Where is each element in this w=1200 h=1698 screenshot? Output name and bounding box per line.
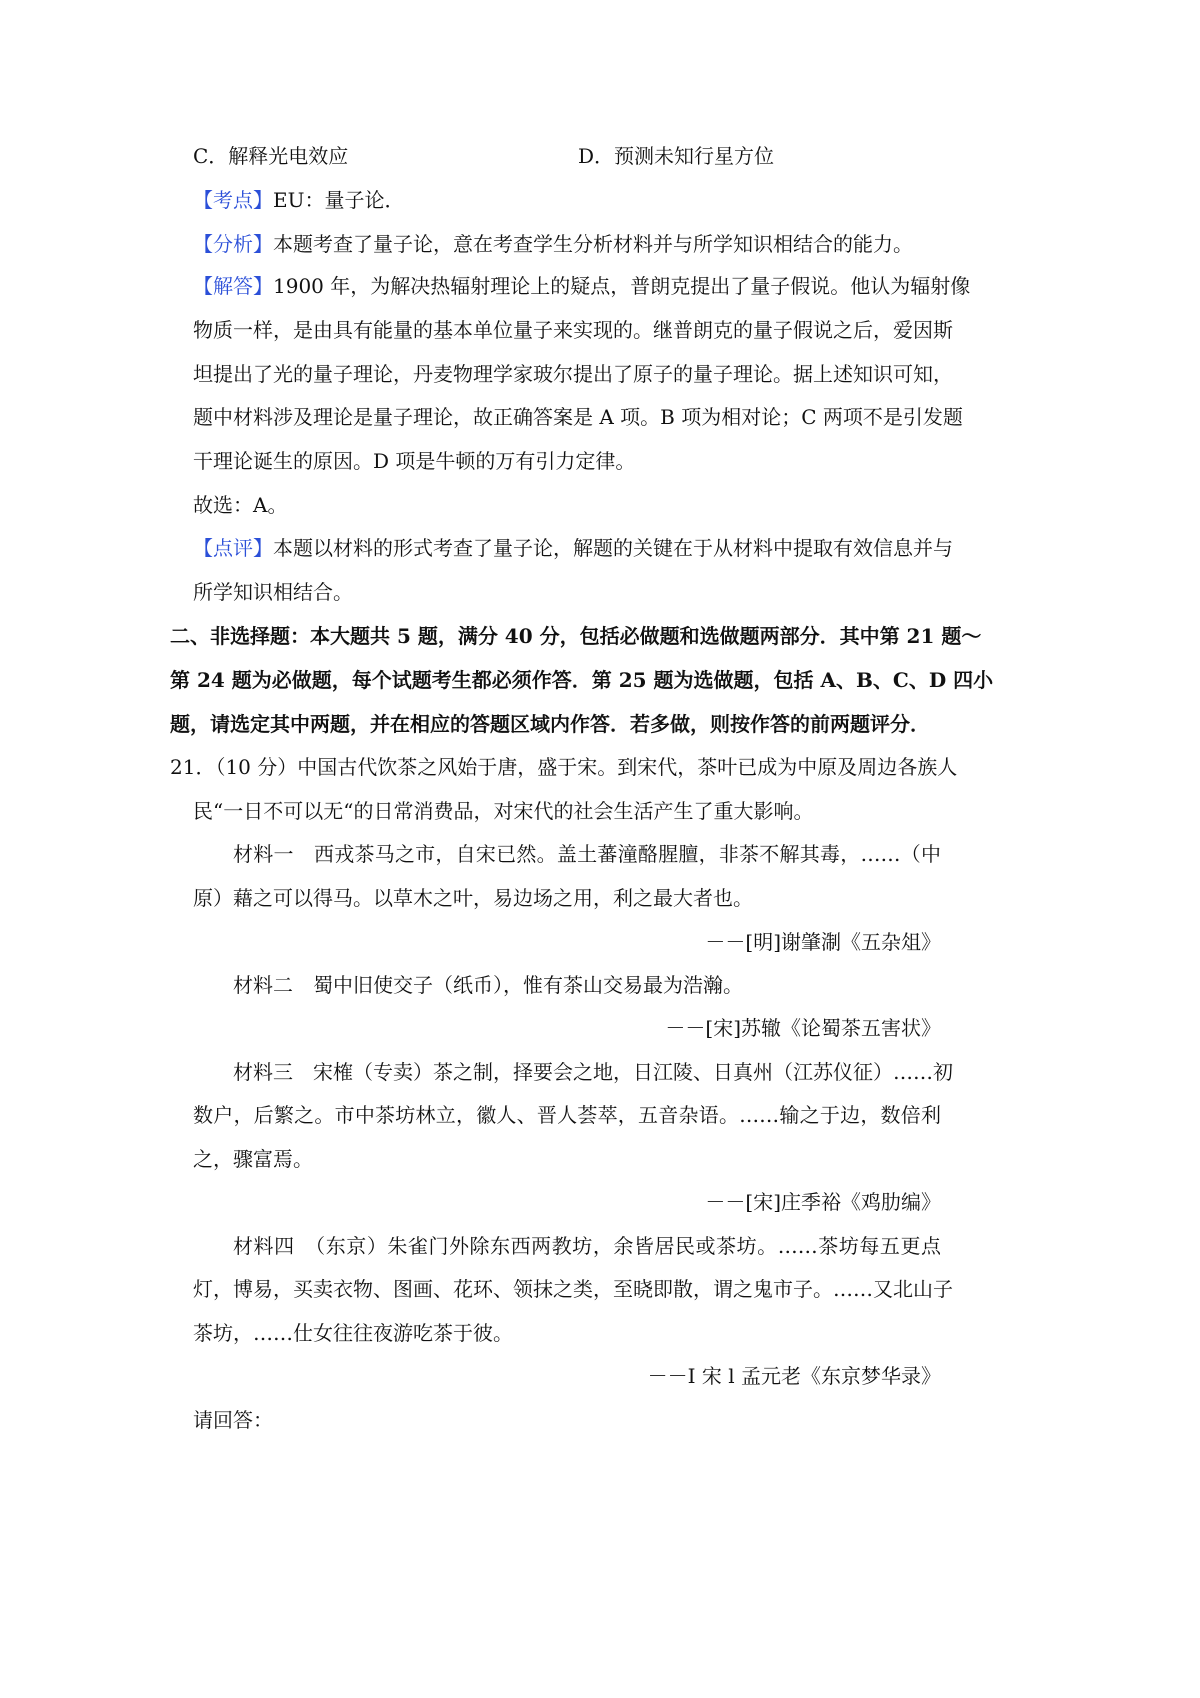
jieda-line-2: 物质一样，是由具有能量的基本单位量子来实现的。继普朗克的量子假说之后，爱因斯 — [193, 318, 953, 342]
q21-line-1: 21．（10 分）中国古代饮茶之风始于唐，盛于宋。到宋代，茶叶已成为中原及周边各族人 — [170, 755, 958, 779]
material-4-line-1: 材料四 （东京）朱雀门外除东西两教坊，余皆居民或茶坊。……茶坊每五更点 — [233, 1234, 941, 1258]
material-2-source: －－[宋]苏辙《论蜀茶五害状》 — [665, 1016, 941, 1040]
answer-line: 故选：A。 — [193, 493, 288, 517]
dianping-line-1 — [193, 533, 953, 563]
kaodian-line — [193, 185, 404, 215]
jieda-text-1: 1900 年，为解决热辐射理论上的疑点，普朗克提出了量子假说。他认为辐射像 — [273, 274, 971, 298]
dianping-label: 【点评】 — [193, 536, 273, 560]
material-3-line-1: 材料三 宋榷（专卖）茶之制，择要会之地，日江陵、日真州（江苏仪征）……初 — [233, 1060, 953, 1084]
material-1-line-2: 原）藉之可以得马。以草木之叶，易边场之用，利之最大者也。 — [193, 886, 753, 910]
material-3-line-3: 之，骤富焉。 — [193, 1147, 313, 1171]
jieda-line-1 — [193, 271, 971, 301]
material-3-source: －－[宋]庄季裕《鸡肋编》 — [705, 1190, 941, 1214]
section2-line-1: 二、非选择题：本大题共 5 题，满分 40 分，包括必做题和选做题两部分．其中第 21 题～ — [170, 624, 982, 648]
q21-line-2: 民“一日不可以无“的日常消费品，对宋代的社会生活产生了重大影响。 — [193, 799, 814, 823]
jieda-label: 【解答】 — [193, 274, 273, 298]
material-1-line-1: 材料一 西戎茶马之市，自宋已然。盖土蕃潼酪腥膻，非茶不解其毒，……（中 — [233, 842, 941, 866]
option-d: D．预测未知行星方位 — [578, 144, 775, 168]
dianping-line-2: 所学知识相结合。 — [193, 580, 353, 604]
jieda-line-4: 题中材料涉及理论是量子理论，故正确答案是 A 项。B 项为相对论；C 两项不是引发题 — [193, 405, 963, 429]
material-4-line-3: 茶坊，……仕女往往夜游吃茶于彼。 — [193, 1321, 513, 1345]
section2-line-3: 题，请选定其中两题，并在相应的答题区域内作答．若多做，则按作答的前两题评分． — [170, 712, 930, 736]
material-3-line-2: 数户，后繁之。市中茶坊林立，徽人、晋人荟萃，五音杂语。……输之于边，数倍利 — [193, 1103, 941, 1127]
fenxi-line — [193, 229, 913, 259]
material-2-line-1: 材料二 蜀中旧使交子（纸币），惟有茶山交易最为浩瀚。 — [233, 973, 743, 997]
kaodian-label: 【考点】 — [193, 188, 273, 212]
material-4-source: －－I 宋 l 孟元老《东京梦华录》 — [647, 1364, 941, 1388]
option-c: C．解释光电效应 — [193, 144, 349, 168]
fenxi-text: 本题考查了量子论，意在考查学生分析材料并与所学知识相结合的能力。 — [273, 232, 913, 256]
material-4-line-2: 灯，博易，买卖衣物、图画、花环、领抹之类，至晓即散，谓之鬼市子。……又北山子 — [193, 1277, 953, 1301]
fenxi-label: 【分析】 — [193, 232, 273, 256]
material-1-source: －－[明]谢肇淛《五杂俎》 — [705, 930, 941, 954]
jieda-line-5: 干理论诞生的原因。D 项是牛顿的万有引力定律。 — [193, 449, 636, 473]
jieda-line-3: 坦提出了光的量子理论，丹麦物理学家玻尔提出了原子的量子理论。据上述知识可知， — [193, 362, 953, 386]
kaodian-text: EU：量子论． — [273, 188, 405, 212]
dianping-text-1: 本题以材料的形式考查了量子论，解题的关键在于从材料中提取有效信息并与 — [273, 536, 953, 560]
section2-line-2: 第 24 题为必做题，每个试题考生都必须作答．第 25 题为选做题，包括 A、B、C、D 四小 — [170, 668, 994, 692]
answer-prompt: 请回答： — [193, 1408, 273, 1432]
